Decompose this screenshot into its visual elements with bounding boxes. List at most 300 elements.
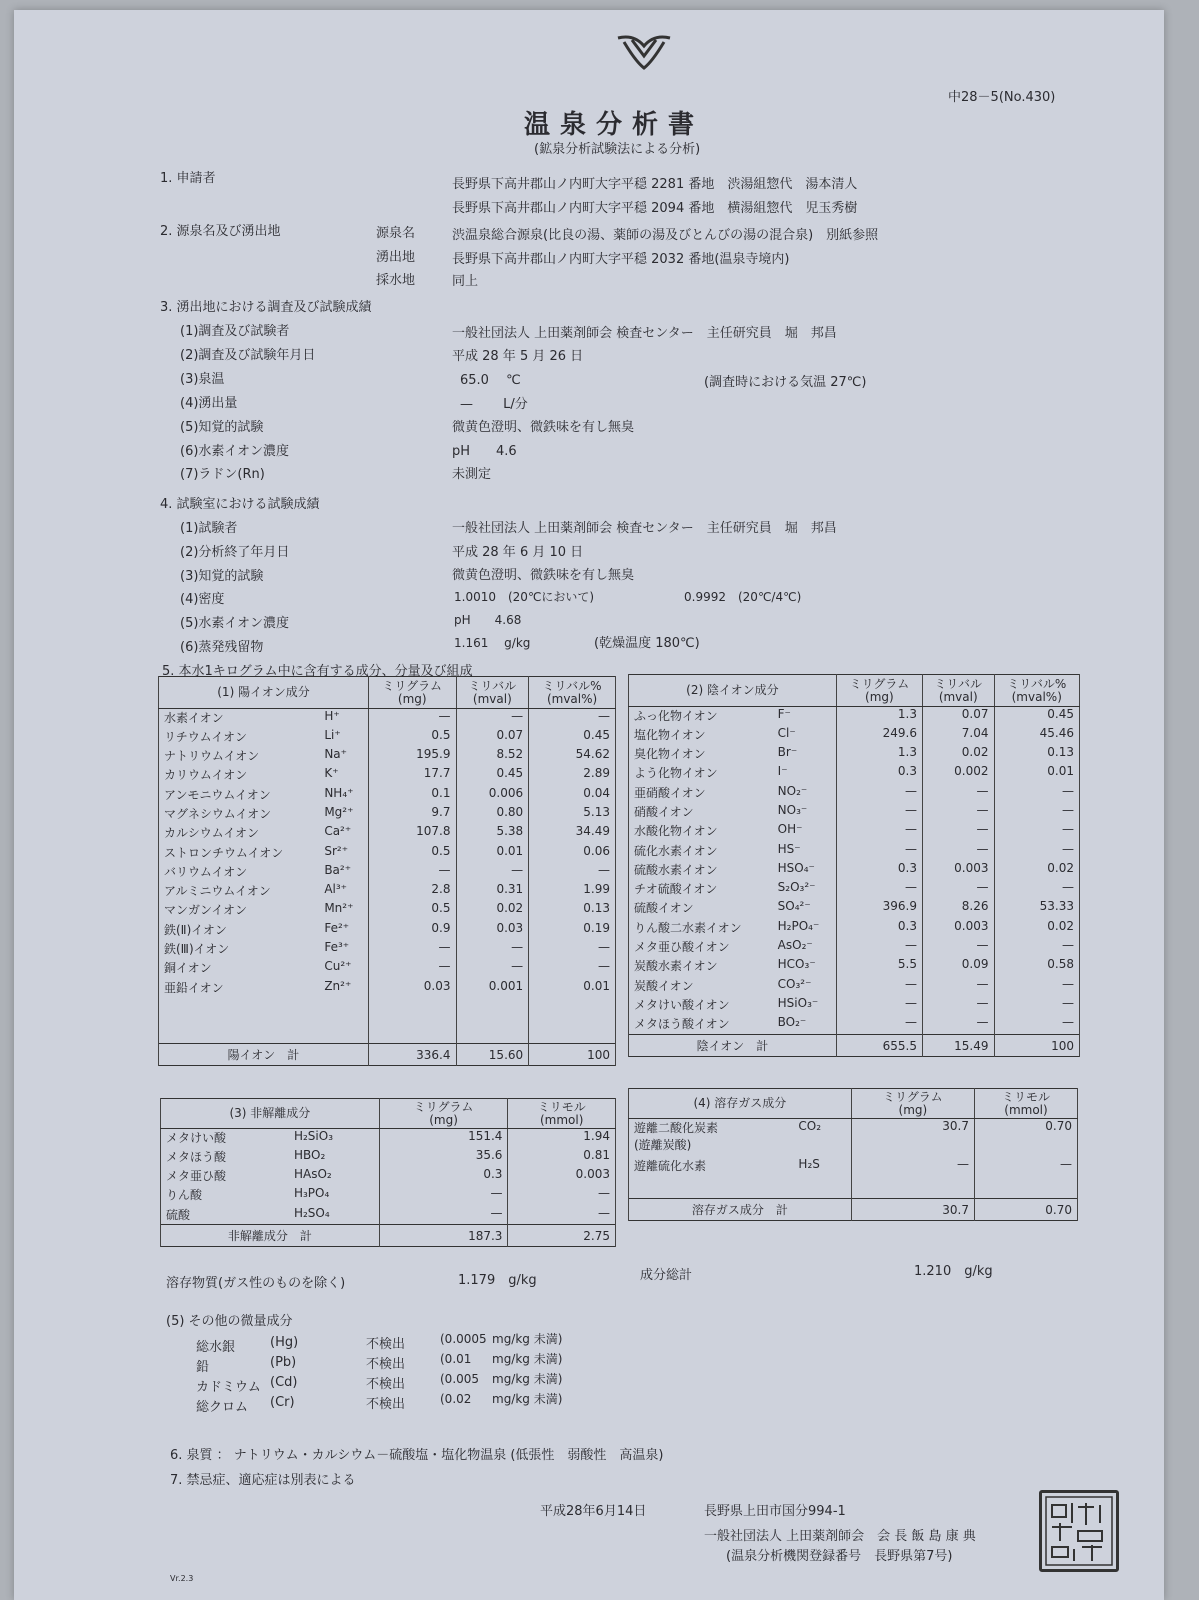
anion-row [629, 899, 1080, 918]
cation-formula-cell: Fe²⁺ [319, 921, 368, 940]
anion-value-cell: — [836, 938, 922, 957]
cation-value-cell: 1.99 [529, 882, 616, 901]
anion-row [629, 784, 1080, 803]
cation-value-cell: — [368, 940, 456, 959]
gas-total-mmol: 0.70 [975, 1199, 1078, 1221]
sec3-label-4: (4)湧出量 [180, 396, 238, 411]
cation-value-cell: 0.04 [529, 786, 616, 805]
anion-value-cell: — [994, 996, 1080, 1015]
page-title: 温泉分析書 [524, 110, 705, 140]
cation-spacer-cell [319, 998, 368, 1044]
sec4-value-1: 一般社団法人 上田薬剤師会 検査センター 主任研究員 堀 邦昌 [452, 521, 837, 536]
cation-row [159, 728, 616, 747]
anion-value-cell: 0.02 [994, 861, 1080, 880]
anion-value-cell: — [922, 842, 994, 861]
anion-total-mg: 655.5 [836, 1035, 922, 1057]
anion-value-cell: — [836, 842, 922, 861]
cation-value-cell: 0.5 [368, 901, 456, 920]
cation-value-cell: 0.1 [368, 786, 456, 805]
sec3-label-1: (1)調査及び試験者 [180, 324, 290, 339]
anion-row [629, 745, 1080, 764]
cation-name-cell: ナトリウムイオン [159, 747, 320, 766]
sec3-label-3: (3)泉温 [180, 372, 225, 387]
nondiss-name-cell: 硫酸 [161, 1206, 289, 1225]
anion-value-cell: 1.3 [836, 745, 922, 764]
anion-table [628, 674, 1080, 1057]
cation-value-cell: 0.03 [368, 979, 456, 998]
cation-value-cell: — [456, 940, 529, 959]
cation-name-cell: 銅イオン [159, 959, 320, 978]
cation-value-cell: 2.8 [368, 882, 456, 901]
trace-cell: mg/kg 未満) [492, 1392, 563, 1406]
cation-row [159, 747, 616, 766]
cation-row [159, 844, 616, 863]
anion-name-cell: ふっ化物イオン [629, 707, 773, 726]
gas-header-mg: ミリグラム (mg) [851, 1089, 974, 1119]
gas-spacer-cell [851, 1183, 974, 1199]
cation-value-cell: 0.5 [368, 844, 456, 863]
anion-value-cell: 0.3 [836, 861, 922, 880]
anion-value-cell: 5.5 [836, 957, 922, 976]
gas-value-cell: — [975, 1157, 1078, 1183]
trace-cell: mg/kg 未満) [492, 1352, 563, 1366]
cation-value-cell: 0.80 [456, 805, 529, 824]
anion-value-cell: 0.3 [836, 764, 922, 783]
anion-header-name: (2) 陰イオン成分 [629, 675, 837, 707]
anion-value-cell: — [994, 842, 1080, 861]
anion-formula-cell: HS⁻ [773, 842, 837, 861]
nondiss-value-cell: — [379, 1206, 508, 1225]
cation-row [159, 959, 616, 978]
sec3-value-4: — L/分 [460, 397, 528, 412]
anion-name-cell: 硫化水素イオン [629, 842, 773, 861]
trace-cell: (0.01 [440, 1351, 472, 1366]
anion-value-cell: — [836, 1015, 922, 1034]
anion-value-cell: 7.04 [922, 726, 994, 745]
anion-value-cell: — [922, 784, 994, 803]
cation-row [159, 709, 616, 728]
anion-row [629, 707, 1080, 726]
anion-value-cell: — [836, 784, 922, 803]
sec3-label-7: (7)ラドン(Rn) [180, 467, 265, 482]
anion-row [629, 842, 1080, 861]
trace-cell: (0.02 [440, 1391, 472, 1406]
anion-total-mval: 15.49 [922, 1035, 994, 1057]
nondiss-total-label: 非解離成分 計 [161, 1225, 380, 1247]
anion-header-mval: ミリバル (mval) [922, 675, 994, 707]
cation-spacer-row [159, 998, 616, 1044]
cation-value-cell: 0.07 [456, 728, 529, 747]
anion-value-cell: 249.6 [836, 726, 922, 745]
sec3-value-7: 未測定 [452, 467, 492, 482]
cation-formula-cell: Sr²⁺ [319, 844, 368, 863]
sec1-heading: 1. 申請者 [160, 171, 216, 186]
anion-name-cell: 塩化物イオン [629, 726, 773, 745]
cation-spacer-cell [456, 998, 529, 1044]
sec3-value-2: 平成 28 年 5 月 26 日 [452, 349, 584, 364]
cation-value-cell: 0.001 [456, 979, 529, 998]
nondiss-value-cell: 0.3 [379, 1167, 508, 1186]
anion-value-cell: 8.26 [922, 899, 994, 918]
anion-name-cell: 炭酸水素イオン [629, 957, 773, 976]
trace-cell: 不検出 [366, 1337, 406, 1352]
cation-name-cell: 亜鉛イオン [159, 979, 320, 998]
cation-formula-cell: Na⁺ [319, 747, 368, 766]
cation-row [159, 786, 616, 805]
anion-name-cell: メタ亜ひ酸イオン [629, 938, 773, 957]
anion-header-pct: ミリバル% (mval%) [994, 675, 1080, 707]
cation-value-cell: 5.13 [529, 805, 616, 824]
sec6-spring-type: 6. 泉質 ： ナトリウム・カルシウム－硫酸塩・塩化物温泉 (低張性 弱酸性 高温泉) [170, 1448, 664, 1463]
trace-cell: mg/kg 未満) [492, 1332, 563, 1346]
anion-value-cell: 396.9 [836, 899, 922, 918]
sec3-value-6: pH 4.6 [452, 444, 517, 459]
cation-formula-cell: Cu²⁺ [319, 959, 368, 978]
gas-formula-cell: CO₂ [793, 1119, 851, 1157]
anion-value-cell: — [994, 822, 1080, 841]
spring-value: 長野県下高井郡山ノ内町大字平穏 2032 番地(温泉寺境内) [452, 252, 790, 267]
anion-row [629, 1015, 1080, 1034]
nondiss-header-mg: ミリグラム (mg) [379, 1099, 508, 1129]
anion-value-cell: — [994, 803, 1080, 822]
cation-name-cell: カルシウムイオン [159, 824, 320, 843]
cation-value-cell: 107.8 [368, 824, 456, 843]
cation-value-cell: 0.01 [456, 844, 529, 863]
trace-cell: (0.0005 [440, 1331, 487, 1346]
cation-formula-cell: Ba²⁺ [319, 863, 368, 882]
anion-formula-cell: OH⁻ [773, 822, 837, 841]
anion-value-cell: — [922, 977, 994, 996]
anion-value-cell: 0.45 [994, 707, 1080, 726]
sec4-label-4: (4)密度 [180, 592, 225, 607]
anion-name-cell: 硫酸水素イオン [629, 861, 773, 880]
nondiss-row [161, 1129, 616, 1148]
anion-value-cell: 0.02 [994, 919, 1080, 938]
sec4-label-6: (6)蒸発残留物 [180, 640, 264, 655]
anion-value-cell: 0.3 [836, 919, 922, 938]
cation-formula-cell: Ca²⁺ [319, 824, 368, 843]
anion-value-cell: 1.3 [836, 707, 922, 726]
cation-value-cell: 8.52 [456, 747, 529, 766]
cation-formula-cell: Mg²⁺ [319, 805, 368, 824]
anion-row [629, 919, 1080, 938]
cation-name-cell: ストロンチウムイオン [159, 844, 320, 863]
anion-value-cell: 0.003 [922, 919, 994, 938]
anion-value-cell: 45.46 [994, 726, 1080, 745]
cation-name-cell: リチウムイオン [159, 728, 320, 747]
cation-name-cell: アルミニウムイオン [159, 882, 320, 901]
cation-value-cell: 0.45 [456, 766, 529, 785]
cation-value-cell: 0.01 [529, 979, 616, 998]
cation-header-mg: ミリグラム (mg) [368, 677, 456, 709]
anion-value-cell: 53.33 [994, 899, 1080, 918]
cation-value-cell: 17.7 [368, 766, 456, 785]
gas-table [628, 1088, 1078, 1221]
anion-value-cell: 0.01 [994, 764, 1080, 783]
anion-header-mg: ミリグラム (mg) [836, 675, 922, 707]
trace-cell: カドミウム [196, 1380, 261, 1395]
anion-formula-cell: BO₂⁻ [773, 1015, 837, 1034]
anion-row [629, 861, 1080, 880]
anion-value-cell: — [836, 880, 922, 899]
gas-spacer-cell [629, 1183, 794, 1199]
anion-formula-cell: Br⁻ [773, 745, 837, 764]
anion-row [629, 726, 1080, 745]
trace-cell: (Cd) [270, 1374, 298, 1390]
cation-formula-cell: Mn²⁺ [319, 901, 368, 920]
cation-formula-cell: H⁺ [319, 709, 368, 728]
gas-formula-cell: H₂S [793, 1157, 851, 1183]
anion-formula-cell: I⁻ [773, 764, 837, 783]
cation-spacer-cell [529, 998, 616, 1044]
nondiss-value-cell: 1.94 [508, 1129, 616, 1148]
gas-spacer-cell [975, 1183, 1078, 1199]
anion-row [629, 957, 1080, 976]
trace-cell: (0.005 [440, 1371, 480, 1386]
dissolved-label: 溶存物質(ガス性のものを除く) [166, 1276, 346, 1291]
nondiss-name-cell: メタ亜ひ酸 [161, 1167, 289, 1186]
applicant-2: 長野県下高井郡山ノ内町大字平穏 2094 番地 横湯組惣代 児玉秀樹 [452, 201, 858, 216]
trace-cell: 不検出 [366, 1377, 406, 1392]
cation-value-cell: — [529, 940, 616, 959]
cation-formula-cell: Li⁺ [319, 728, 368, 747]
trace-cell: (Pb) [270, 1354, 297, 1370]
cation-value-cell: 0.5 [368, 728, 456, 747]
nondiss-formula-cell: H₂SO₄ [289, 1206, 379, 1225]
nondiss-value-cell: — [508, 1186, 616, 1205]
cation-name-cell: 鉄(Ⅲ)イオン [159, 940, 320, 959]
sampling-label: 採水地 [376, 273, 416, 288]
sampling-value: 同上 [452, 274, 479, 289]
trace-cell: 総クロム [196, 1400, 249, 1415]
anion-name-cell: 硫酸イオン [629, 899, 773, 918]
anion-value-cell: 0.003 [922, 861, 994, 880]
cation-name-cell: マンガンイオン [159, 901, 320, 920]
anion-name-cell: 亜硝酸イオン [629, 784, 773, 803]
anion-value-cell: — [836, 996, 922, 1015]
cation-value-cell: — [456, 863, 529, 882]
cation-value-cell: — [368, 959, 456, 978]
nondiss-value-cell: 35.6 [379, 1148, 508, 1167]
cation-row [159, 921, 616, 940]
cation-formula-cell: NH₄⁺ [319, 786, 368, 805]
issuer-address: 長野県上田市国分994-1 [704, 1504, 846, 1519]
cation-value-cell: 2.89 [529, 766, 616, 785]
cation-value-cell: 0.03 [456, 921, 529, 940]
sec3-value-1: 一般社団法人 上田薬剤師会 検査センター 主任研究員 堀 邦昌 [452, 326, 837, 341]
cation-row [159, 882, 616, 901]
nondiss-name-cell: りん酸 [161, 1186, 289, 1205]
cation-name-cell: カリウムイオン [159, 766, 320, 785]
dissolved-value: 1.179 g/kg [458, 1273, 537, 1288]
anion-formula-cell: CO₃²⁻ [773, 977, 837, 996]
anion-value-cell: 0.002 [922, 764, 994, 783]
cation-row [159, 805, 616, 824]
cation-total-label: 陽イオン 計 [159, 1044, 369, 1066]
nondiss-name-cell: メタほう酸 [161, 1148, 289, 1167]
cation-value-cell: 0.19 [529, 921, 616, 940]
source-value: 渋温泉総合源泉(比良の湯、薬師の湯及びとんびの湯の混合泉) 別紙参照 [452, 228, 879, 243]
nondiss-row [161, 1186, 616, 1205]
anion-row [629, 803, 1080, 822]
nondiss-table [160, 1098, 616, 1247]
gas-row [629, 1157, 1078, 1183]
page-subtitle: (鉱泉分析試験法による分析) [534, 142, 701, 157]
anion-name-cell: よう化物イオン [629, 764, 773, 783]
nondiss-total-mg: 187.3 [379, 1225, 508, 1247]
sec3-note-3: (調査時における気温 27℃) [704, 375, 867, 390]
sec3-heading: 3. 湧出地における調査及び試験成績 [160, 300, 372, 315]
sec3-value-3: 65.0 ℃ [460, 373, 521, 388]
official-seal-stamp [1039, 1490, 1119, 1572]
sec7-indications: 7. 禁忌症、適応症は別表による [170, 1473, 356, 1488]
anion-formula-cell: H₂PO₄⁻ [773, 919, 837, 938]
nondiss-row [161, 1148, 616, 1167]
cation-value-cell: — [368, 709, 456, 728]
nondiss-row [161, 1206, 616, 1225]
cation-header-pct: ミリバル% (mval%) [529, 677, 616, 709]
anion-formula-cell: F⁻ [773, 707, 837, 726]
total-comp-value: 1.210 g/kg [914, 1264, 993, 1279]
anion-value-cell: — [836, 977, 922, 996]
cation-row [159, 824, 616, 843]
anion-value-cell: — [922, 880, 994, 899]
issuer-reg: (温泉分析機関登録番号 長野県第7号) [726, 1549, 953, 1564]
cation-value-cell: 0.02 [456, 901, 529, 920]
anion-value-cell: 0.07 [922, 707, 994, 726]
cation-name-cell: バリウムイオン [159, 863, 320, 882]
cation-name-cell: 鉄(Ⅱ)イオン [159, 921, 320, 940]
nondiss-row [161, 1167, 616, 1186]
anion-value-cell: — [922, 1015, 994, 1034]
nondiss-name-cell: メタけい酸 [161, 1129, 289, 1148]
cation-spacer-cell [159, 998, 320, 1044]
sec4-value-5: pH 4.68 [454, 613, 522, 627]
anion-total-label: 陰イオン 計 [629, 1035, 837, 1057]
cation-value-cell: 195.9 [368, 747, 456, 766]
anion-name-cell: チオ硫酸イオン [629, 880, 773, 899]
cation-row [159, 766, 616, 785]
sec4-value-2: 平成 28 年 6 月 10 日 [452, 545, 584, 560]
anion-row [629, 822, 1080, 841]
anion-value-cell: — [994, 977, 1080, 996]
trace-heading: (5) その他の微量成分 [166, 1314, 293, 1329]
sec4-note-4: 0.9992 (20℃/4℃) [684, 590, 802, 604]
anion-value-cell: 0.13 [994, 745, 1080, 764]
cation-row [159, 863, 616, 882]
gas-header-mmol: ミリモル (mmol) [975, 1089, 1078, 1119]
cation-name-cell: 水素イオン [159, 709, 320, 728]
nondiss-total-mmol: 2.75 [508, 1225, 616, 1247]
sec4-label-1: (1)試験者 [180, 521, 238, 536]
anion-formula-cell: SO₄²⁻ [773, 899, 837, 918]
anion-value-cell: — [994, 880, 1080, 899]
cation-value-cell: 0.13 [529, 901, 616, 920]
nondiss-formula-cell: H₃PO₄ [289, 1186, 379, 1205]
cation-total-mval: 15.60 [456, 1044, 529, 1066]
anion-value-cell: — [922, 996, 994, 1015]
trace-cell: 不検出 [366, 1357, 406, 1372]
anion-value-cell: 0.09 [922, 957, 994, 976]
sec4-label-5: (5)水素イオン濃度 [180, 616, 290, 631]
cation-value-cell: 0.9 [368, 921, 456, 940]
analysis-sheet [14, 10, 1164, 1600]
cation-table [158, 676, 616, 1066]
sec4-note-6: (乾燥温度 180℃) [594, 636, 700, 651]
gas-name-cell: 遊離硫化水素 [629, 1157, 794, 1183]
anion-name-cell: メタけい酸イオン [629, 996, 773, 1015]
spring-label: 湧出地 [376, 250, 416, 265]
nondiss-value-cell: — [508, 1206, 616, 1225]
gas-value-cell: 30.7 [851, 1119, 974, 1157]
nondiss-value-cell: — [379, 1186, 508, 1205]
anion-value-cell: 0.58 [994, 957, 1080, 976]
anion-name-cell: 水酸化物イオン [629, 822, 773, 841]
anion-row [629, 996, 1080, 1015]
trace-cell: (Cr) [270, 1394, 295, 1410]
cation-value-cell: — [529, 863, 616, 882]
gas-spacer-cell [793, 1183, 851, 1199]
anion-value-cell: — [836, 822, 922, 841]
anion-formula-cell: AsO₂⁻ [773, 938, 837, 957]
nondiss-header-name: (3) 非解離成分 [161, 1099, 380, 1129]
sec4-value-6: 1.161 g/kg [454, 636, 531, 650]
source-label: 源泉名 [376, 226, 416, 241]
cation-value-cell: 0.31 [456, 882, 529, 901]
cation-spacer-cell [368, 998, 456, 1044]
nondiss-value-cell: 0.81 [508, 1148, 616, 1167]
nondiss-formula-cell: HBO₂ [289, 1148, 379, 1167]
sec5-heading: 5. 本水1キログラム中に含有する成分、分量及び組成 [162, 664, 473, 679]
anion-total-pct: 100 [994, 1035, 1080, 1057]
anion-formula-cell: HSiO₃⁻ [773, 996, 837, 1015]
cation-formula-cell: Zn²⁺ [319, 979, 368, 998]
anion-value-cell: — [922, 822, 994, 841]
sec3-value-5: 微黄色澄明、微鉄味を有し無臭 [452, 420, 635, 435]
cation-value-cell: 54.62 [529, 747, 616, 766]
gas-total-label: 溶存ガス成分 計 [629, 1199, 852, 1221]
anion-value-cell: — [922, 938, 994, 957]
cation-value-cell: — [368, 863, 456, 882]
anion-formula-cell: S₂O₃²⁻ [773, 880, 837, 899]
anion-formula-cell: HCO₃⁻ [773, 957, 837, 976]
cation-value-cell: 34.49 [529, 824, 616, 843]
anion-row [629, 880, 1080, 899]
trace-cell: mg/kg 未満) [492, 1372, 563, 1386]
sec3-label-5: (5)知覚的試験 [180, 420, 264, 435]
cation-name-cell: アンモニウムイオン [159, 786, 320, 805]
anion-value-cell: — [994, 1015, 1080, 1034]
cation-value-cell: 5.38 [456, 824, 529, 843]
gas-value-cell: — [851, 1157, 974, 1183]
nondiss-formula-cell: H₂SiO₃ [289, 1129, 379, 1148]
trace-cell: 不検出 [366, 1397, 406, 1412]
cation-value-cell: — [529, 959, 616, 978]
gas-header-name: (4) 溶存ガス成分 [629, 1089, 852, 1119]
sec3-label-6: (6)水素イオン濃度 [180, 444, 290, 459]
anion-name-cell: メタほう酸イオン [629, 1015, 773, 1034]
anion-value-cell: 0.02 [922, 745, 994, 764]
cation-value-cell: 9.7 [368, 805, 456, 824]
gas-name-cell: 遊離二酸化炭素 (遊離炭酸) [629, 1119, 794, 1157]
anion-name-cell: 炭酸イオン [629, 977, 773, 996]
document-number: 中28－5(No.430) [948, 90, 1056, 105]
sec3-label-2: (2)調査及び試験年月日 [180, 348, 316, 363]
anion-formula-cell: HSO₄⁻ [773, 861, 837, 880]
cation-total-mg: 336.4 [368, 1044, 456, 1066]
cation-formula-cell: K⁺ [319, 766, 368, 785]
cation-header-mval: ミリバル (mval) [456, 677, 529, 709]
